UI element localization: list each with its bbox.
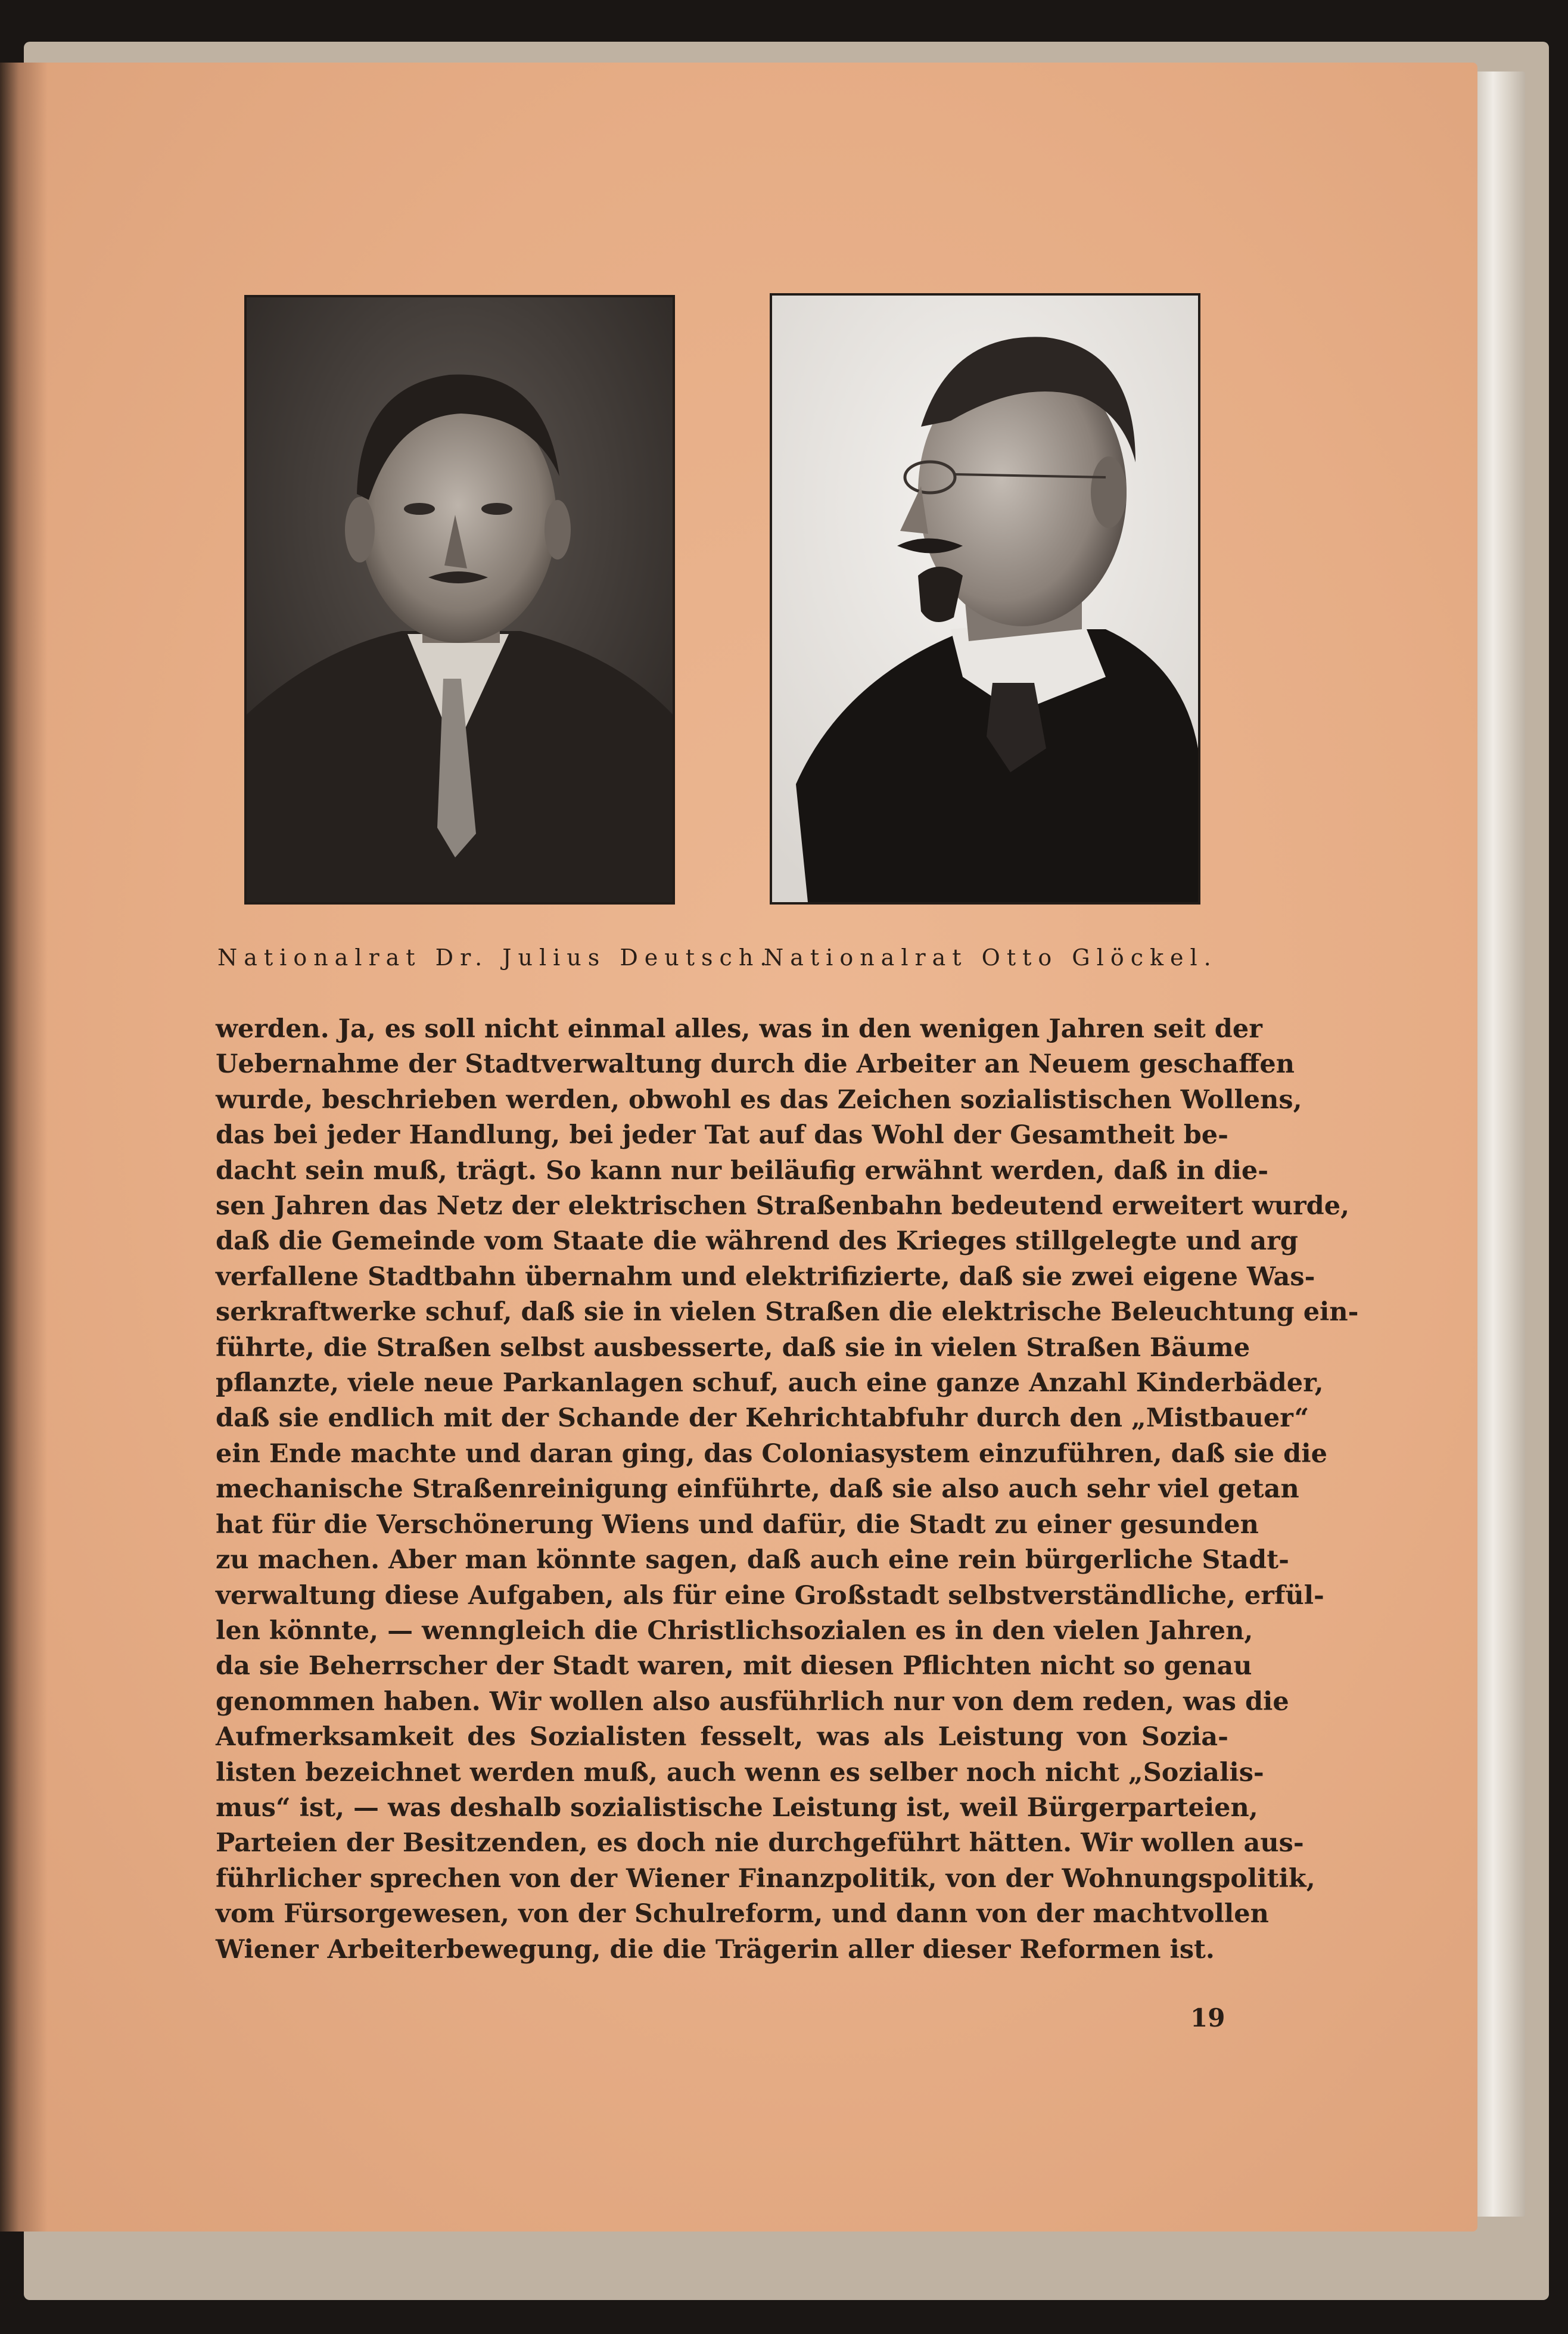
body-line: daß sie endlich mit der Schande der Kehrichtabfuhr durch den „Mistbauer“ [216, 1403, 1309, 1434]
body-line: wurde, beschrieben werden, obwohl es das Zeichen sozialistischen Wollens, [216, 1084, 1302, 1115]
portrait-photo-julius-deutsch [244, 295, 675, 905]
body-line: hat für die Verschönerung Wiens und dafür, die Stadt zu einer gesunden [216, 1509, 1259, 1540]
body-line: Wiener Arbeiterbewegung, die die Trägerin aller dieser Reformen ist. [216, 1934, 1215, 1965]
body-line: verwaltung diese Aufgaben, als für eine Großstadt selbstverständliche, erfül- [216, 1580, 1324, 1611]
portrait-image-left [247, 297, 673, 902]
body-line: Parteien der Besitzenden, es doch nie durchgeführt hätten. Wir wollen aus- [216, 1828, 1304, 1859]
body-line: dacht sein muß, trägt. So kann nur beiläufig erwähnt werden, daß in die- [216, 1155, 1269, 1186]
body-line: führlicher sprechen von der Wiener Finanzpolitik, von der Wohnungspolitik, [216, 1863, 1315, 1894]
body-line: sen Jahren das Netz der elektrischen Straßenbahn bedeutend erweitert wurde, [216, 1191, 1350, 1222]
body-line: mechanische Straßenreinigung einführte, daß sie also auch sehr viel getan [216, 1474, 1299, 1505]
body-line: zu machen. Aber man könnte sagen, daß auch eine rein bürgerliche Stadt- [216, 1545, 1289, 1575]
body-line: verfallene Stadtbahn übernahm und elektrifizierte, daß sie zwei eigene Was- [216, 1261, 1315, 1292]
body-line: da sie Beherrscher der Stadt waren, mit diesen Pflichten nicht so genau [216, 1651, 1252, 1682]
body-paragraph [216, 1012, 1359, 1968]
body-line: len könnte, — wenngleich die Christlichsozialen es in den vielen Jahren, [216, 1615, 1253, 1646]
body-line: ein Ende machte und daran ging, das Coloniasystem einzuführen, daß sie die [216, 1438, 1327, 1469]
portrait-photo-otto-gloeckel [770, 293, 1200, 905]
photo-caption-right: Nationalrat Otto Glöckel. [764, 944, 1218, 971]
body-line: genommen haben. Wir wollen also ausführlich nur von dem reden, was die [216, 1686, 1289, 1717]
body-line: serkraftwerke schuf, daß sie in vielen Straßen die elektrische Beleuchtung ein- [216, 1297, 1359, 1328]
body-line: Uebernahme der Stadtverwaltung durch die Arbeiter an Neuem geschaffen [216, 1049, 1295, 1080]
photo-caption-left: Nationalrat Dr. Julius Deutsch. [217, 944, 774, 971]
portrait-image-right [772, 296, 1198, 902]
body-line: pflanzte, viele neue Parkanlagen schuf, auch eine ganze Anzahl Kinderbäder, [216, 1368, 1324, 1398]
body-line: vom Fürsorgewesen, von der Schulreform, und dann von der machtvollen [216, 1899, 1269, 1929]
page-number: 19 [1190, 2003, 1225, 2032]
body-line: mus“ ist, — was deshalb sozialistische Leistung ist, weil Bürgerparteien, [216, 1792, 1258, 1823]
body-line: Aufmerksamkeit des Sozialisten fesselt, was als Leistung von Sozia- [216, 1722, 1228, 1752]
body-line: führte, die Straßen selbst ausbesserte, daß sie in vielen Straßen Bäume [216, 1332, 1250, 1363]
body-line: listen bezeichnet werden muß, auch wenn es selber noch nicht „Sozialis- [216, 1757, 1264, 1788]
gutter-shadow [0, 63, 48, 2232]
body-line: daß die Gemeinde vom Staate die während des Krieges stillgelegte und arg [216, 1226, 1298, 1257]
body-line: werden. Ja, es soll nicht einmal alles, was in den wenigen Jahren seit der [216, 1014, 1262, 1044]
body-line: das bei jeder Handlung, bei jeder Tat auf das Wohl der Gesamtheit be- [216, 1120, 1228, 1151]
